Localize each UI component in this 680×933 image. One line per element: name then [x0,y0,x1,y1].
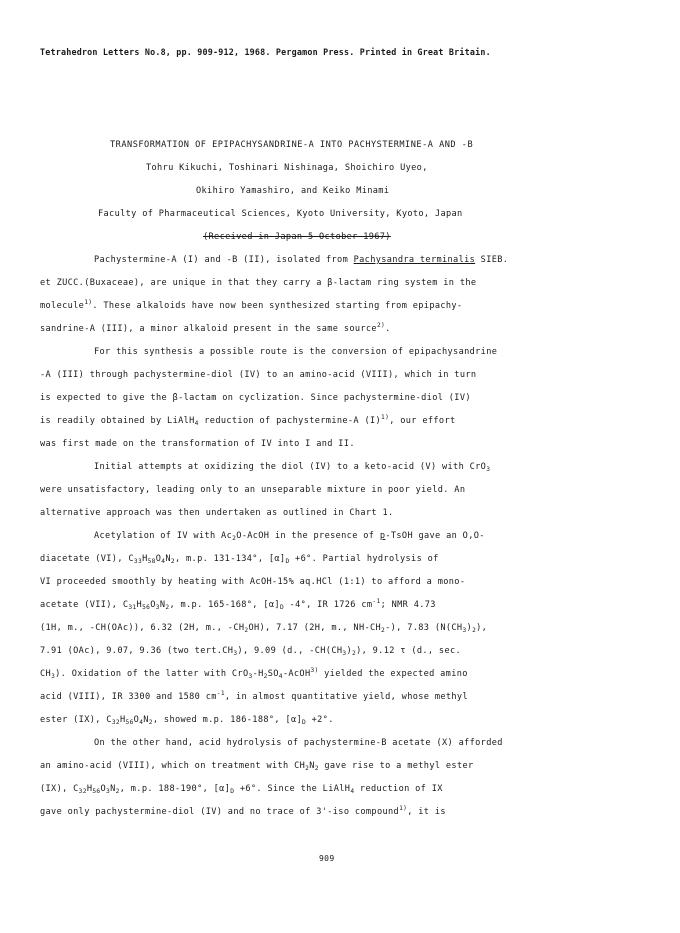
page-number: 909 [319,854,335,863]
citation-ref: 2) [376,322,386,329]
body-line: gave only pachystermine-diol (IV) and no trace of 3'-iso compound$^{1)}$, it is [40,805,446,817]
species-name: Pachysandra terminalis [353,255,476,265]
body-line: an amino-acid (VIII), which on treatment with $CH_2N_2$ gave rise to a methyl ester [40,761,474,772]
body-line: sandrine-A (III), a minor alkaloid present in the same source$^{2)}$. [40,322,391,334]
body-line: -A (III) through pachystermine-diol (IV) to an amino-acid (VIII), which in turn [40,370,477,380]
author-line-2: Okihiro Yamashiro, and Keiko Minami [196,186,390,196]
citation-ref: 3) [310,667,319,674]
body-line: (IX), $C_{32}H_{56}O_3N_2$, m.p. 188-190°, $[\alpha]_D +6^\circ$. Since the LiAlH$_4$ reduction of IX [40,784,443,795]
author-line-1: Tohru Kikuchi, Toshinari Nishinaga, Shoichiro Uyeo, [146,163,428,173]
body-line: On the other hand, acid hydrolysis of pachystermine-B acetate (X) afforded [94,738,503,748]
body-line: acid (VIII), IR 3300 and 1580 $cm^{-1}$, in almost quantitative yield, whose methyl [40,690,468,702]
body-line: alternative approach was then undertaken as outlined in Chart 1. [40,508,394,518]
citation-ref: 1) [84,299,93,306]
body-line: was first made on the transformation of IV into I and II. [40,439,355,449]
body-line: is readily obtained by LiAlH$_4$ reduction of pachystermine-A $(I)^{1)}$, our effort [40,414,456,427]
body-line: diacetate (VI), $C_{33}H_{58}O_4N_2$, m.p. 131-134°, $[\alpha]_D +6^\circ$. Partial hydrolysis of [40,554,439,565]
article-title: TRANSFORMATION OF EPIPACHYSANDRINE-A INTO PACHYSTERMINE-A AND -B [110,140,474,150]
body-line: 7.91 (OAc), 9.07, 9.36 (two $tert.CH_3$), 9.09 (d., $-CH(CH_3)_2$), 9.12 τ (d., sec. [40,646,462,657]
running-header: Tetrahedron Letters No.8, pp. 909-912, 1968. Pergamon Press. Printed in Great Britain. [40,47,491,57]
body-line: is expected to give the β-lactam on cyclization. Since pachystermine-diol (IV) [40,393,471,403]
body-line: Initial attempts at oxidizing the diol (IV) to a keto-acid (V) with CrO$_3$ [94,462,491,473]
body-line: were unsatisfactory, leading only to an unseparable mixture in poor yield. An [40,485,466,495]
body-line: Acetylation of IV with $Ac_2O$-AcOH in the presence of p-TsOH gave an O,O- [94,531,485,542]
body-line: VI proceeded smoothly by heating with AcOH-15% aq.HCl (1:1) to afford a mono- [40,577,466,587]
affiliation: Faculty of Pharmaceutical Sciences, Kyoto University, Kyoto, Japan [98,209,463,219]
received-date: (Received in Japan 5 October 1967) [203,232,391,242]
body-line: (1H, m., -CH(OAc)), 6.32 (2H, m., $-CH_2OH$), 7.17 (2H, m., $NH-CH_2-$), 7.83 $(N(CH_3)_2)$, [40,623,488,634]
body-line: acetate (VII), $C_{31}H_{56}O_3N_2$, m.p. 165-168°, $[\alpha]_D$ -4°, IR 1726 $cm^{-1}$; NMR 4.73 [40,598,436,611]
body-line: ester (IX), $C_{32}H_{56}O_4N_2$, showed m.p. 186-188°, $[\alpha]_D +2^\circ$. [40,715,334,726]
body-line: Pachystermine-A (I) and -B (II), isolated from Pachysandra terminalis SIEB. [94,255,509,265]
body-line: For this synthesis a possible route is the conversion of epipachysandrine [94,347,498,357]
body-line: molecule$^{1)}$. These alkaloids have now been synthesized starting from epipachy- [40,299,463,311]
citation-ref: 1) [399,805,408,812]
body-line: et ZUCC.(Buxaceae), are unique in that they carry a β-lactam ring system in the [40,278,477,288]
body-line: $CH_3$). Oxidation of the latter with $CrO_3-H_2SO_4-AcOH^{3)}$ yielded the expected amino [40,667,468,680]
citation-ref: 1) [381,414,390,421]
